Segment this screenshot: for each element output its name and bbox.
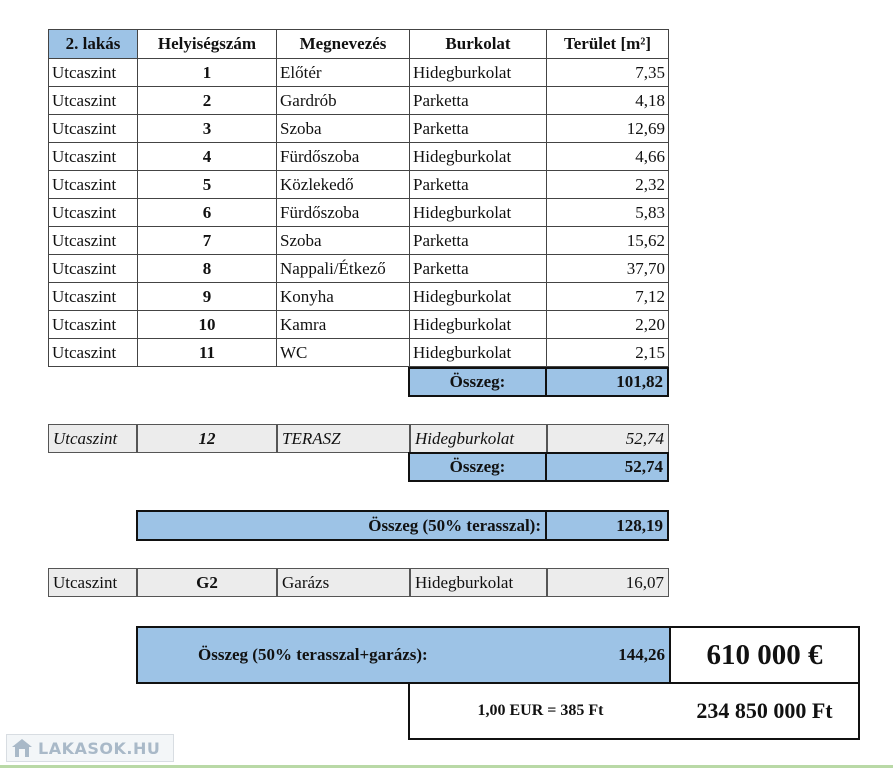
garage-level: Utcaszint — [48, 568, 137, 597]
sum-half-terrace-label — [136, 510, 547, 541]
row-name: WC — [277, 339, 410, 367]
row-level: Utcaszint — [49, 255, 138, 283]
row-area: 4,66 — [547, 143, 669, 171]
row-name: Fürdőszoba — [277, 143, 410, 171]
row-number: 7 — [138, 227, 277, 255]
sum-rooms-label-text: Összeg: — [449, 372, 506, 391]
terrace-row — [48, 424, 669, 453]
sum-terrace-value — [545, 452, 669, 482]
row-level: Utcaszint — [49, 283, 138, 311]
sum-terrace-label-text: Összeg: — [449, 457, 506, 476]
row-flooring: Parketta — [410, 227, 547, 255]
header-flooring: Burkolat — [410, 30, 547, 59]
row-area: 7,12 — [547, 283, 669, 311]
row-number: 8 — [138, 255, 277, 283]
row-area: 2,15 — [547, 339, 669, 367]
terrace-number: 12 — [137, 424, 277, 453]
row-flooring: Hidegburkolat — [410, 59, 547, 87]
terrace-flooring: Hidegburkolat — [410, 424, 547, 453]
row-number: 5 — [138, 171, 277, 199]
row-name: Előtér — [277, 59, 410, 87]
table-row — [49, 255, 669, 283]
sum-terrace-value-text: 52,74 — [624, 457, 663, 476]
row-flooring: Hidegburkolat — [410, 339, 547, 367]
exchange-rate: 1,00 EUR = 385 Ft — [477, 702, 604, 719]
total-price-huf: 234 850 000 Ft — [696, 698, 833, 723]
total-label: Összeg (50% terasszal+garázs): — [198, 645, 428, 664]
row-flooring: Hidegburkolat — [410, 311, 547, 339]
row-level: Utcaszint — [49, 87, 138, 115]
sum-rooms-value-text: 101,82 — [616, 372, 663, 391]
row-name: Kamra — [277, 311, 410, 339]
table-row — [49, 199, 669, 227]
row-number: 2 — [138, 87, 277, 115]
row-area: 7,35 — [547, 59, 669, 87]
garage-flooring: Hidegburkolat — [410, 568, 547, 597]
table-row — [49, 143, 669, 171]
sum-half-terrace-value-text: 128,19 — [616, 515, 663, 535]
row-flooring: Hidegburkolat — [410, 283, 547, 311]
row-level: Utcaszint — [49, 115, 138, 143]
row-flooring: Hidegburkolat — [410, 199, 547, 227]
row-area: 12,69 — [547, 115, 669, 143]
row-number: 10 — [138, 311, 277, 339]
row-area: 15,62 — [547, 227, 669, 255]
sum-half-terrace-value — [545, 510, 669, 541]
row-name: Közlekedő — [277, 171, 410, 199]
row-level: Utcaszint — [49, 59, 138, 87]
row-name: Nappali/Étkező — [277, 255, 410, 283]
house-icon — [11, 738, 33, 758]
garage-row — [48, 568, 669, 597]
row-level: Utcaszint — [49, 311, 138, 339]
sum-rooms-label — [408, 367, 547, 397]
terrace-name: TERASZ — [277, 424, 410, 453]
table-row — [49, 59, 669, 87]
row-name: Konyha — [277, 283, 410, 311]
row-number: 11 — [138, 339, 277, 367]
header-area: Terület [m²] — [547, 30, 669, 59]
table-row — [49, 311, 669, 339]
rooms-table — [48, 29, 669, 367]
row-name: Gardrób — [277, 87, 410, 115]
table-row — [49, 171, 669, 199]
total-area: 144,26 — [618, 645, 665, 664]
row-number: 9 — [138, 283, 277, 311]
header-room-number: Helyiségszám — [138, 30, 277, 59]
row-number: 6 — [138, 199, 277, 227]
garage-area: 16,07 — [547, 568, 669, 597]
garage-number: G2 — [137, 568, 277, 597]
row-area: 2,32 — [547, 171, 669, 199]
exchange-block — [408, 682, 860, 740]
site-logo[interactable] — [6, 734, 174, 762]
row-flooring: Hidegburkolat — [410, 143, 547, 171]
sum-terrace-label — [408, 452, 547, 482]
row-level: Utcaszint — [49, 227, 138, 255]
total-block — [136, 626, 671, 684]
row-name: Fürdőszoba — [277, 199, 410, 227]
table-row — [49, 87, 669, 115]
header-apartment: 2. lakás — [49, 30, 138, 59]
row-flooring: Parketta — [410, 255, 547, 283]
row-flooring: Parketta — [410, 87, 547, 115]
header-name: Megnevezés — [277, 30, 410, 59]
row-area: 5,83 — [547, 199, 669, 227]
terrace-area: 52,74 — [547, 424, 669, 453]
sum-half-terrace-label-text: Összeg (50% terasszal): — [368, 515, 541, 535]
total-price-eur: 610 000 € — [706, 638, 823, 671]
row-number: 4 — [138, 143, 277, 171]
row-level: Utcaszint — [49, 339, 138, 367]
table-row — [49, 227, 669, 255]
row-level: Utcaszint — [49, 199, 138, 227]
table-row — [49, 115, 669, 143]
table-row — [49, 283, 669, 311]
row-level: Utcaszint — [49, 143, 138, 171]
row-flooring: Parketta — [410, 171, 547, 199]
table-header-row — [49, 30, 669, 59]
row-name: Szoba — [277, 115, 410, 143]
row-level: Utcaszint — [49, 171, 138, 199]
table-row — [49, 339, 669, 367]
row-area: 37,70 — [547, 255, 669, 283]
sum-rooms-value — [545, 367, 669, 397]
logo-text: LAKASOK.HU — [38, 738, 161, 758]
row-number: 1 — [138, 59, 277, 87]
terrace-level: Utcaszint — [48, 424, 137, 453]
row-number: 3 — [138, 115, 277, 143]
total-price-eur-cell — [669, 626, 860, 684]
garage-name: Garázs — [277, 568, 410, 597]
row-area: 2,20 — [547, 311, 669, 339]
row-name: Szoba — [277, 227, 410, 255]
row-area: 4,18 — [547, 87, 669, 115]
row-flooring: Parketta — [410, 115, 547, 143]
